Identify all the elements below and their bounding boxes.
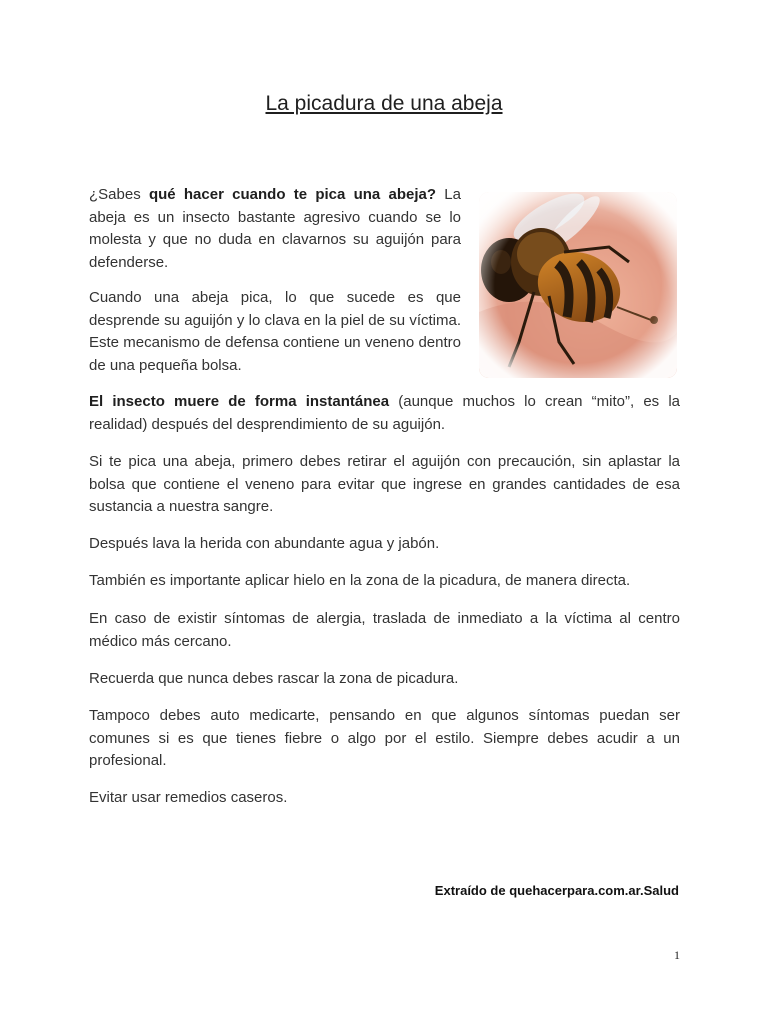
paragraph-8: Recuerda que nunca debes rascar la zona de picadura. [89,670,459,687]
paragraph-1: ¿Sabes qué hacer cuando te pica una abeja? La abeja es un insecto bastante agresivo cuando se lo molesta y que no duda en clavarnos su aguijón para defenderse. [89,186,461,271]
page-title: La picadura de una abeja [265,92,503,115]
paragraph-10: Evitar usar remedios caseros. [89,789,288,806]
bee-photo [479,192,677,378]
source-credit: Extraído de quehacerpara.com.ar.Salud [434,883,679,898]
bold-phrase: qué hacer cuando te pica una abeja? [148,186,437,203]
paragraph-6: También es importante aplicar hielo en la zona de la picadura, de manera directa. [89,572,631,589]
page-number: 1 [674,948,680,962]
paragraph-3: El insecto muere de forma instantánea (aunque muchos lo crean “mito”, es la realidad) después del desprendimiento de su aguijón. [89,393,681,433]
paragraph-5: Después lava la herida con abundante agua y jabón. [89,535,440,552]
paragraph-7: En caso de existir síntomas de alergia, traslada de inmediato a la víctima al centro médico más cercano. [89,610,680,650]
bold-phrase: El insecto muere de forma instantánea [89,393,390,410]
paragraph-2: Cuando una abeja pica, lo que sucede es que desprende su aguijón y lo clava en la piel de su víctima. Este mecanismo de defensa contiene un veneno dentro de una pequeña bolsa. [89,289,461,374]
paragraph-4: Si te pica una abeja, primero debes retirar el aguijón con precaución, sin aplastar la bolsa que contiene el veneno para evitar que ingrese en grandes cantidades de esa sustancia a nuestra sangre. [89,453,680,515]
paragraph-9: Tampoco debes auto medicarte, pensando en que algunos síntomas puedan ser comunes si es que tienes fiebre o algo por el estilo. Siempre debes acudir a un profesional. [89,707,680,769]
